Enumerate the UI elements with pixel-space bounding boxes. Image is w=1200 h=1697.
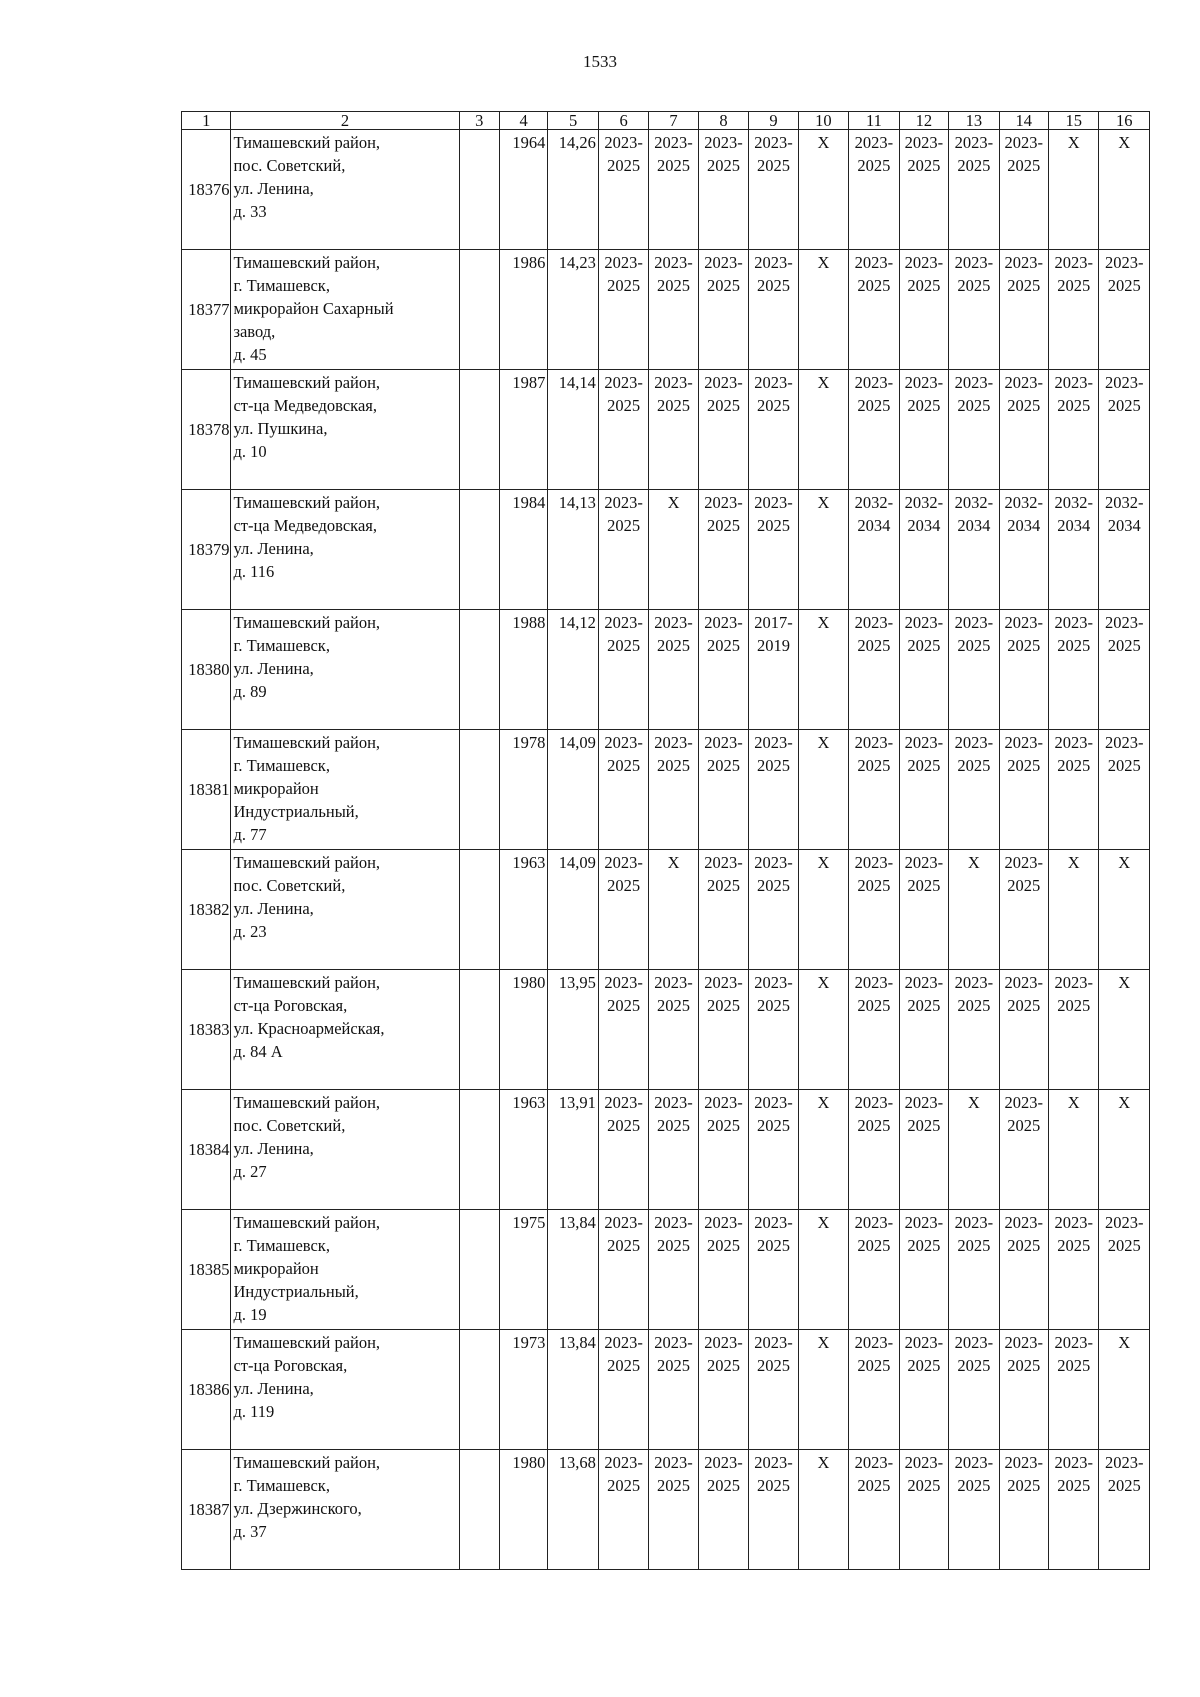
row-number: 18383 [182, 970, 231, 1090]
row-number: 18385 [182, 1210, 231, 1330]
period-cell-col-13: 2023- 2025 [949, 250, 999, 370]
period-cell-col-7: 2023- 2025 [649, 1330, 698, 1450]
period-cell-col-8: 2023- 2025 [698, 1330, 748, 1450]
period-cell-col-12: 2023- 2025 [899, 370, 948, 490]
year-cell: 1987 [499, 370, 547, 490]
address-line: пос. Советский, [233, 876, 346, 895]
table-body [182, 130, 1150, 1570]
period-cell-col-7: 2023- 2025 [649, 130, 698, 250]
row-number: 18377 [182, 250, 231, 370]
column-3-cell [459, 970, 499, 1090]
column-header-7: 7 [649, 112, 698, 130]
period-cell-col-13: 2023- 2025 [949, 1210, 999, 1330]
period-cell-col-12: 2032- 2034 [899, 490, 948, 610]
year-cell: 1988 [499, 610, 547, 730]
period-cell-col-13: Х [949, 1090, 999, 1210]
period-cell-col-7: 2023- 2025 [649, 250, 698, 370]
address-line: д. 84 А [233, 1042, 283, 1061]
period-cell-col-13: 2032- 2034 [949, 490, 999, 610]
period-cell-col-13: 2023- 2025 [949, 970, 999, 1090]
year-cell: 1975 [499, 1210, 547, 1330]
period-cell-col-10: Х [798, 1090, 848, 1210]
period-cell-col-16: 2032- 2034 [1099, 490, 1150, 610]
period-cell-col-6: 2023- 2025 [598, 970, 648, 1090]
period-cell-col-6: 2023- 2025 [598, 1210, 648, 1330]
table-row [182, 130, 1150, 250]
row-number: 18386 [182, 1330, 231, 1450]
period-cell-col-10: Х [798, 1210, 848, 1330]
period-cell-col-7: 2023- 2025 [649, 370, 698, 490]
address-cell [231, 250, 459, 370]
data-table [181, 111, 1150, 1570]
period-cell-col-11: 2023- 2025 [849, 1090, 899, 1210]
period-cell-col-8: 2023- 2025 [698, 730, 748, 850]
period-cell-col-8: 2023- 2025 [698, 610, 748, 730]
period-cell-col-9: 2023- 2025 [749, 1450, 798, 1570]
address-line: Тимашевский район, [233, 973, 381, 992]
period-cell-col-13: Х [949, 850, 999, 970]
column-header-14: 14 [999, 112, 1048, 130]
table-row [182, 370, 1150, 490]
period-cell-col-9: 2023- 2025 [749, 850, 798, 970]
table-row [182, 610, 1150, 730]
header-row [182, 112, 1150, 130]
address-cell [231, 1210, 459, 1330]
period-cell-col-11: 2023- 2025 [849, 1450, 899, 1570]
address-line: Тимашевский район, [233, 253, 381, 272]
year-cell: 1980 [499, 970, 547, 1090]
area-cell: 14,12 [548, 610, 598, 730]
period-cell-col-16: 2023- 2025 [1099, 1450, 1150, 1570]
address-line: г. Тимашевск, [233, 276, 330, 295]
area-cell: 14,13 [548, 490, 598, 610]
period-cell-col-15: Х [1049, 850, 1099, 970]
period-cell-col-10: Х [798, 130, 848, 250]
address-cell [231, 610, 459, 730]
period-cell-col-9: 2023- 2025 [749, 970, 798, 1090]
address-line: д. 45 [233, 345, 267, 364]
period-cell-col-10: Х [798, 730, 848, 850]
period-cell-col-9: 2023- 2025 [749, 1090, 798, 1210]
column-3-cell [459, 1210, 499, 1330]
period-cell-col-8: 2023- 2025 [698, 250, 748, 370]
page-number: 1533 [583, 52, 617, 71]
table-row [182, 730, 1150, 850]
address-cell [231, 1450, 459, 1570]
area-cell: 14,26 [548, 130, 598, 250]
row-number: 18384 [182, 1090, 231, 1210]
address-line: Индустриальный, [233, 802, 359, 821]
row-number: 18376 [182, 130, 231, 250]
period-cell-col-9: 2017- 2019 [749, 610, 798, 730]
year-cell: 1986 [499, 250, 547, 370]
period-cell-col-10: Х [798, 970, 848, 1090]
year-cell: 1978 [499, 730, 547, 850]
period-cell-col-10: Х [798, 610, 848, 730]
address-line: ул. Пушкина, [233, 419, 328, 438]
address-line: г. Тимашевск, [233, 756, 330, 775]
period-cell-col-11: 2023- 2025 [849, 730, 899, 850]
row-number: 18387 [182, 1450, 231, 1570]
table-row [182, 850, 1150, 970]
period-cell-col-6: 2023- 2025 [598, 850, 648, 970]
address-line: ул. Ленина, [233, 539, 314, 558]
period-cell-col-8: 2023- 2025 [698, 970, 748, 1090]
period-cell-col-13: 2023- 2025 [949, 1330, 999, 1450]
period-cell-col-14: 2023- 2025 [999, 130, 1048, 250]
period-cell-col-16: 2023- 2025 [1099, 610, 1150, 730]
address-line: ул. Ленина, [233, 179, 314, 198]
area-cell: 13,91 [548, 1090, 598, 1210]
period-cell-col-15: 2023- 2025 [1049, 970, 1099, 1090]
address-line: ул. Красноармейская, [233, 1019, 385, 1038]
period-cell-col-13: 2023- 2025 [949, 610, 999, 730]
period-cell-col-14: 2023- 2025 [999, 1450, 1048, 1570]
period-cell-col-8: 2023- 2025 [698, 490, 748, 610]
address-line: ул. Дзержинского, [233, 1499, 362, 1518]
period-cell-col-15: Х [1049, 1090, 1099, 1210]
area-cell: 13,68 [548, 1450, 598, 1570]
period-cell-col-7: 2023- 2025 [649, 970, 698, 1090]
period-cell-col-12: 2023- 2025 [899, 730, 948, 850]
period-cell-col-12: 2023- 2025 [899, 250, 948, 370]
period-cell-col-12: 2023- 2025 [899, 1450, 948, 1570]
address-line: пос. Советский, [233, 156, 346, 175]
area-cell: 13,84 [548, 1210, 598, 1330]
column-header-10: 10 [798, 112, 848, 130]
column-header-6: 6 [598, 112, 648, 130]
address-line: д. 37 [233, 1522, 267, 1541]
period-cell-col-7: Х [649, 490, 698, 610]
column-3-cell [459, 1450, 499, 1570]
period-cell-col-16: 2023- 2025 [1099, 250, 1150, 370]
period-cell-col-11: 2023- 2025 [849, 1210, 899, 1330]
address-line: ст-ца Роговская, [233, 996, 348, 1015]
period-cell-col-16: 2023- 2025 [1099, 730, 1150, 850]
column-header-9: 9 [749, 112, 798, 130]
address-line: Тимашевский район, [233, 1093, 381, 1112]
column-header-5: 5 [548, 112, 598, 130]
period-cell-col-14: 2023- 2025 [999, 1210, 1048, 1330]
period-cell-col-6: 2023- 2025 [598, 250, 648, 370]
period-cell-col-15: 2023- 2025 [1049, 610, 1099, 730]
area-cell: 14,09 [548, 850, 598, 970]
period-cell-col-15: 2032- 2034 [1049, 490, 1099, 610]
period-cell-col-10: Х [798, 370, 848, 490]
table-row [182, 490, 1150, 610]
column-3-cell [459, 610, 499, 730]
address-line: д. 33 [233, 202, 267, 221]
period-cell-col-16: Х [1099, 130, 1150, 250]
address-line: г. Тимашевск, [233, 1476, 330, 1495]
period-cell-col-12: 2023- 2025 [899, 850, 948, 970]
column-header-1: 1 [182, 112, 231, 130]
area-cell: 13,95 [548, 970, 598, 1090]
period-cell-col-15: 2023- 2025 [1049, 730, 1099, 850]
period-cell-col-6: 2023- 2025 [598, 490, 648, 610]
address-line: д. 89 [233, 682, 267, 701]
column-header-11: 11 [849, 112, 899, 130]
address-line: ст-ца Медведовская, [233, 516, 377, 535]
period-cell-col-15: 2023- 2025 [1049, 1330, 1099, 1450]
period-cell-col-7: 2023- 2025 [649, 610, 698, 730]
year-cell: 1973 [499, 1330, 547, 1450]
column-header-12: 12 [899, 112, 948, 130]
address-line: Тимашевский район, [233, 853, 381, 872]
address-line: ул. Ленина, [233, 899, 314, 918]
period-cell-col-13: 2023- 2025 [949, 130, 999, 250]
period-cell-col-15: 2023- 2025 [1049, 1210, 1099, 1330]
address-line: Тимашевский район, [233, 613, 381, 632]
column-3-cell [459, 1090, 499, 1210]
period-cell-col-6: 2023- 2025 [598, 610, 648, 730]
area-cell: 14,23 [548, 250, 598, 370]
period-cell-col-15: Х [1049, 130, 1099, 250]
row-number: 18379 [182, 490, 231, 610]
period-cell-col-6: 2023- 2025 [598, 730, 648, 850]
address-line: г. Тимашевск, [233, 1236, 330, 1255]
address-cell [231, 370, 459, 490]
period-cell-col-12: 2023- 2025 [899, 970, 948, 1090]
period-cell-col-8: 2023- 2025 [698, 1090, 748, 1210]
row-number: 18380 [182, 610, 231, 730]
period-cell-col-15: 2023- 2025 [1049, 370, 1099, 490]
column-header-4: 4 [499, 112, 547, 130]
column-3-cell [459, 850, 499, 970]
column-header-8: 8 [698, 112, 748, 130]
period-cell-col-14: 2023- 2025 [999, 370, 1048, 490]
period-cell-col-7: 2023- 2025 [649, 1210, 698, 1330]
period-cell-col-14: 2023- 2025 [999, 850, 1048, 970]
period-cell-col-8: 2023- 2025 [698, 1210, 748, 1330]
address-line: д. 77 [233, 825, 267, 844]
year-cell: 1963 [499, 850, 547, 970]
address-line: микрорайон [233, 1259, 319, 1278]
address-cell [231, 970, 459, 1090]
address-line: Тимашевский район, [233, 373, 381, 392]
column-header-3: 3 [459, 112, 499, 130]
table-row [182, 970, 1150, 1090]
table-row [182, 1330, 1150, 1450]
column-header-2: 2 [231, 112, 459, 130]
year-cell: 1984 [499, 490, 547, 610]
address-line: д. 116 [233, 562, 275, 581]
area-cell: 14,14 [548, 370, 598, 490]
address-line: д. 10 [233, 442, 267, 461]
period-cell-col-8: 2023- 2025 [698, 130, 748, 250]
address-line: пос. Советский, [233, 1116, 346, 1135]
address-line: Тимашевский район, [233, 133, 381, 152]
column-3-cell [459, 1330, 499, 1450]
row-number: 18381 [182, 730, 231, 850]
period-cell-col-7: 2023- 2025 [649, 730, 698, 850]
period-cell-col-14: 2023- 2025 [999, 1330, 1048, 1450]
period-cell-col-16: 2023- 2025 [1099, 370, 1150, 490]
period-cell-col-9: 2023- 2025 [749, 730, 798, 850]
period-cell-col-7: 2023- 2025 [649, 1090, 698, 1210]
period-cell-col-6: 2023- 2025 [598, 1450, 648, 1570]
address-line: г. Тимашевск, [233, 636, 330, 655]
address-line: Тимашевский район, [233, 1333, 381, 1352]
period-cell-col-11: 2023- 2025 [849, 610, 899, 730]
address-line: д. 19 [233, 1305, 267, 1324]
period-cell-col-16: Х [1099, 1090, 1150, 1210]
address-line: д. 119 [233, 1402, 275, 1421]
period-cell-col-12: 2023- 2025 [899, 610, 948, 730]
period-cell-col-10: Х [798, 850, 848, 970]
period-cell-col-14: 2032- 2034 [999, 490, 1048, 610]
address-line: ст-ца Роговская, [233, 1356, 348, 1375]
column-header-16: 16 [1099, 112, 1150, 130]
column-header-13: 13 [949, 112, 999, 130]
period-cell-col-6: 2023- 2025 [598, 130, 648, 250]
address-line: ул. Ленина, [233, 1139, 314, 1158]
period-cell-col-6: 2023- 2025 [598, 1090, 648, 1210]
row-number: 18378 [182, 370, 231, 490]
period-cell-col-11: 2023- 2025 [849, 850, 899, 970]
period-cell-col-13: 2023- 2025 [949, 730, 999, 850]
address-line: Тимашевский район, [233, 733, 381, 752]
period-cell-col-7: Х [649, 850, 698, 970]
period-cell-col-9: 2023- 2025 [749, 130, 798, 250]
period-cell-col-11: 2032- 2034 [849, 490, 899, 610]
address-line: микрорайон Сахарный [233, 299, 394, 318]
period-cell-col-10: Х [798, 1330, 848, 1450]
period-cell-col-11: 2023- 2025 [849, 970, 899, 1090]
address-cell [231, 850, 459, 970]
period-cell-col-8: 2023- 2025 [698, 850, 748, 970]
period-cell-col-12: 2023- 2025 [899, 1210, 948, 1330]
period-cell-col-14: 2023- 2025 [999, 250, 1048, 370]
address-line: ул. Ленина, [233, 1379, 314, 1398]
year-cell: 1964 [499, 130, 547, 250]
period-cell-col-16: Х [1099, 1330, 1150, 1450]
period-cell-col-15: 2023- 2025 [1049, 1450, 1099, 1570]
address-line: Тимашевский район, [233, 1213, 381, 1232]
period-cell-col-11: 2023- 2025 [849, 1330, 899, 1450]
period-cell-col-14: 2023- 2025 [999, 730, 1048, 850]
period-cell-col-6: 2023- 2025 [598, 1330, 648, 1450]
address-cell [231, 490, 459, 610]
address-line: завод, [233, 322, 276, 341]
area-cell: 14,09 [548, 730, 598, 850]
year-cell: 1980 [499, 1450, 547, 1570]
column-header-15: 15 [1049, 112, 1099, 130]
address-line: ул. Ленина, [233, 659, 314, 678]
row-number: 18382 [182, 850, 231, 970]
address-line: Тимашевский район, [233, 1453, 381, 1472]
address-line: д. 23 [233, 922, 267, 941]
address-line: Индустриальный, [233, 1282, 359, 1301]
period-cell-col-9: 2023- 2025 [749, 370, 798, 490]
column-3-cell [459, 130, 499, 250]
period-cell-col-12: 2023- 2025 [899, 1090, 948, 1210]
column-3-cell [459, 490, 499, 610]
address-line: д. 27 [233, 1162, 267, 1181]
period-cell-col-10: Х [798, 1450, 848, 1570]
period-cell-col-11: 2023- 2025 [849, 250, 899, 370]
table-row [182, 1450, 1150, 1570]
period-cell-col-16: Х [1099, 850, 1150, 970]
address-cell [231, 1090, 459, 1210]
address-cell [231, 130, 459, 250]
period-cell-col-7: 2023- 2025 [649, 1450, 698, 1570]
period-cell-col-16: Х [1099, 970, 1150, 1090]
address-cell [231, 1330, 459, 1450]
year-cell: 1963 [499, 1090, 547, 1210]
period-cell-col-15: 2023- 2025 [1049, 250, 1099, 370]
period-cell-col-8: 2023- 2025 [698, 1450, 748, 1570]
address-line: Тимашевский район, [233, 493, 381, 512]
period-cell-col-14: 2023- 2025 [999, 610, 1048, 730]
period-cell-col-16: 2023- 2025 [1099, 1210, 1150, 1330]
column-3-cell [459, 250, 499, 370]
period-cell-col-9: 2023- 2025 [749, 250, 798, 370]
period-cell-col-10: Х [798, 490, 848, 610]
period-cell-col-14: 2023- 2025 [999, 970, 1048, 1090]
period-cell-col-14: 2023- 2025 [999, 1090, 1048, 1210]
address-line: микрорайон [233, 779, 319, 798]
area-cell: 13,84 [548, 1330, 598, 1450]
table-row [182, 1090, 1150, 1210]
column-3-cell [459, 730, 499, 850]
period-cell-col-11: 2023- 2025 [849, 130, 899, 250]
period-cell-col-11: 2023- 2025 [849, 370, 899, 490]
table-row [182, 250, 1150, 370]
address-line: ст-ца Медведовская, [233, 396, 377, 415]
period-cell-col-9: 2023- 2025 [749, 1210, 798, 1330]
period-cell-col-9: 2023- 2025 [749, 1330, 798, 1450]
address-cell [231, 730, 459, 850]
period-cell-col-13: 2023- 2025 [949, 1450, 999, 1570]
period-cell-col-9: 2023- 2025 [749, 490, 798, 610]
table-row [182, 1210, 1150, 1330]
column-3-cell [459, 370, 499, 490]
period-cell-col-10: Х [798, 250, 848, 370]
period-cell-col-13: 2023- 2025 [949, 370, 999, 490]
period-cell-col-6: 2023- 2025 [598, 370, 648, 490]
period-cell-col-8: 2023- 2025 [698, 370, 748, 490]
period-cell-col-12: 2023- 2025 [899, 1330, 948, 1450]
period-cell-col-12: 2023- 2025 [899, 130, 948, 250]
